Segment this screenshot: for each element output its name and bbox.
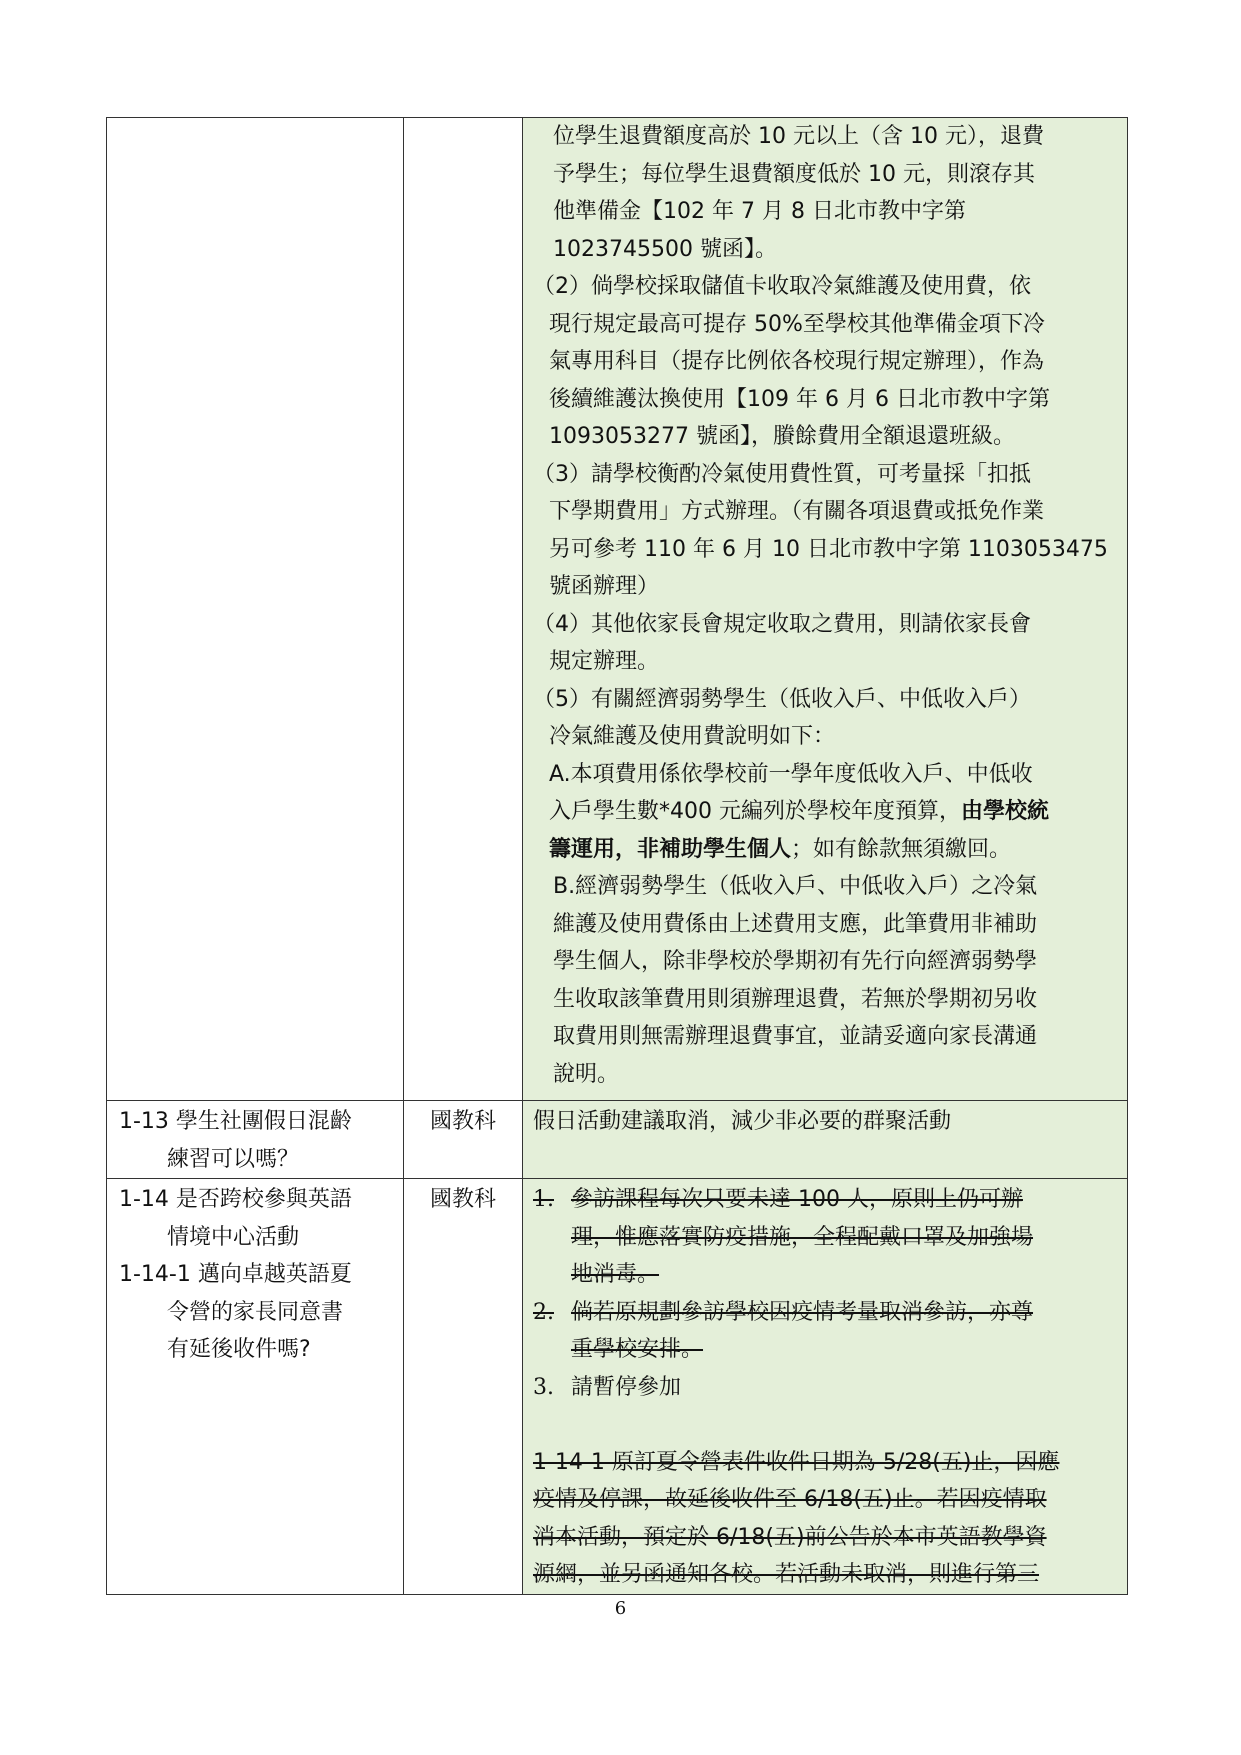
question-line: 1-14-1 邁向卓越英語夏 — [119, 1262, 352, 1287]
question-line: 有延後收件嗎? — [167, 1337, 311, 1362]
list-number: 2. — [533, 1299, 554, 1325]
answer-line: B.經濟弱勢學生（低收入戶、中低收入戶）之冷氣 — [553, 874, 1038, 899]
department-label: 國教科 — [429, 1187, 496, 1212]
answer-text — [523, 1179, 1127, 1594]
list-number: 1. — [533, 1187, 554, 1212]
answer-line: 假日活動建議取消，減少非必要的群聚活動 — [533, 1109, 952, 1134]
answer-paragraph — [533, 456, 1117, 606]
department-label: 國教科 — [429, 1109, 496, 1134]
answer-line: （4）其他依家長會規定收取之費用，則請依家長會 — [533, 611, 1031, 637]
answer-line: 疫情及停課，故延後收件至 6/18(五)止。若因疫情取 — [533, 1487, 1047, 1512]
answer-line: 消本活動，預定於 6/18(五)前公告於本市英語教學資 — [533, 1524, 1047, 1550]
answer-paragraph — [533, 1444, 1117, 1594]
answer-line: 規定辦理。 — [549, 649, 660, 674]
answer-line: 冷氣維護及使用費說明如下： — [549, 724, 836, 749]
answer-line: 現行規定最高可提存 50%至學校其他準備金項下冷 — [549, 311, 1045, 337]
answer-paragraph — [533, 681, 1117, 756]
answer-line: （2）倘學校採取儲值卡收取冷氣維護及使用費，依 — [533, 274, 1031, 299]
question-line: 1-13 學生社團假日混齡 — [119, 1109, 352, 1134]
answer-line: 請暫停參加 — [571, 1374, 682, 1400]
page-number: 6 — [614, 1598, 627, 1619]
answer-line: 取費用則無需辦理退費事宜，並請妥適向家長溝通 — [553, 1024, 1038, 1049]
answer-line: 下學期費用」方式辦理。（有關各項退費或抵免作業 — [549, 499, 1045, 524]
faq-table — [106, 117, 1128, 1595]
answer-line: 予學生；每位學生退費額度低於 10 元，則滾存其 — [553, 161, 1035, 187]
answer-line: 重學校安排。 — [571, 1337, 704, 1362]
answer-line: 氣專用科目（提存比例依各校現行規定辦理），作為 — [549, 349, 1045, 374]
answer-line: （3）請學校衡酌冷氣使用費性質，可考量採「扣抵 — [533, 461, 1031, 487]
question-text — [107, 1179, 403, 1369]
answer-line — [549, 831, 1117, 869]
answer-line: （5）有關經濟弱勢學生（低收入戶、中低收入戶） — [533, 686, 1031, 712]
answer-line: 位學生退費額度高於 10 元以上（含 10 元），退費 — [553, 124, 1044, 149]
question-cell — [107, 1179, 404, 1595]
question-cell — [107, 118, 404, 1101]
list-number: 3. — [533, 1374, 554, 1400]
answer-line: 號函辦理） — [549, 574, 660, 599]
question-line: 令營的家長同意書 — [167, 1299, 344, 1325]
answer-line: 1023745500 號函】。 — [553, 236, 777, 262]
blank-line — [533, 1406, 1117, 1444]
answer-line: 學生個人，除非學校於學期初有先行向經濟弱勢學 — [553, 949, 1038, 974]
answer-line: 說明。 — [553, 1061, 620, 1087]
list-item — [533, 1294, 1117, 1369]
answer-line: 另可參考 110 年 6 月 10 日北市教中字第 1103053475 — [549, 536, 1108, 562]
answer-line: 倘若原規劃參訪學校因疫情考量取消參訪，亦尊 — [571, 1299, 1034, 1325]
answer-line: 參訪課程每次只要未達 100 人，原則上仍可辦 — [571, 1187, 1023, 1212]
answer-line: 他準備金【102 年 7 月 8 日北市教中字第 — [553, 199, 966, 224]
answer-cell — [523, 1179, 1128, 1595]
question-line: 練習可以嗎？ — [167, 1146, 300, 1172]
answer-line: A.本項費用係依學校前一學年度低收入戶、中低收 — [549, 761, 1033, 787]
answer-line: 1093053277 號函】，賸餘費用全額退還班級。 — [549, 424, 1015, 449]
question-line: 1-14 是否跨校參與英語 — [119, 1187, 352, 1212]
answer-cell — [523, 1101, 1128, 1179]
question-cell — [107, 1101, 404, 1179]
answer-paragraph — [533, 606, 1117, 681]
list-text — [571, 1181, 1117, 1294]
list-item — [533, 1181, 1117, 1294]
answer-text-span: 入戶學生數*400 元編列於學校年度預算， — [549, 799, 961, 824]
bold-text-span: 籌運用，非補助學生個人 — [549, 836, 792, 862]
answer-line: 地消毒。 — [571, 1262, 660, 1287]
department-cell — [404, 1179, 523, 1595]
department-cell — [404, 1101, 523, 1179]
question-text — [107, 1101, 403, 1178]
department-cell — [404, 118, 523, 1101]
list-text — [571, 1294, 1117, 1369]
list-text — [571, 1369, 1117, 1407]
answer-cell — [523, 118, 1128, 1101]
answer-line: 1-14-1 原訂夏令營表件收件日期為 5/28(五)止，因應 — [533, 1449, 1060, 1475]
answer-paragraph — [533, 756, 1117, 869]
answer-line: 生收取該筆費用則須辦理退費，若無於學期初另收 — [553, 986, 1038, 1012]
list-item — [533, 1369, 1117, 1407]
answer-paragraph — [533, 268, 1117, 456]
table-row — [107, 118, 1128, 1101]
answer-line: 源網，並另函通知各校。若活動未取消，則進行第三 — [533, 1562, 1040, 1587]
answer-paragraph — [533, 118, 1117, 268]
answer-text — [523, 118, 1127, 1093]
answer-line: 維護及使用費係由上述費用支應，此筆費用非補助 — [553, 911, 1038, 937]
table-row — [107, 1101, 1128, 1179]
question-line: 情境中心活動 — [167, 1224, 300, 1250]
answer-line — [549, 793, 1117, 831]
answer-text-span: ；如有餘款無須繳回。 — [791, 836, 1012, 862]
answer-paragraph — [533, 868, 1117, 1093]
answer-line: 後續維護汰換使用【109 年 6 月 6 日北市教中字第 — [549, 386, 1050, 412]
bold-text-span: 由學校統 — [961, 799, 1050, 824]
answer-line: 理，惟應落實防疫措施，全程配戴口罩及加強場 — [571, 1224, 1034, 1250]
table-row — [107, 1179, 1128, 1595]
